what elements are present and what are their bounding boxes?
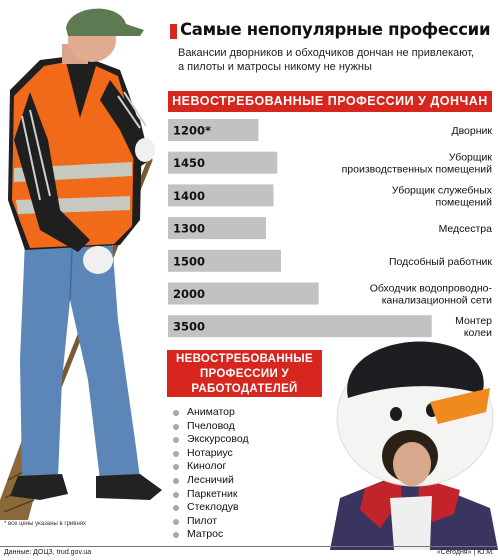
employers-title-line-3: РАБОТОДАТЕЛЕЙ: [191, 383, 298, 395]
category-label: Обходчик водопроводно-: [369, 282, 492, 295]
employer-profession-label: Нотариус: [187, 446, 233, 459]
footer-divider: [0, 546, 498, 547]
employers-title-line-2: ПРОФЕССИИ У: [199, 368, 289, 380]
page-subtitle: [178, 46, 478, 74]
price-footnote: * все цены указаны в гривнях: [4, 521, 87, 527]
cap: [66, 9, 144, 36]
category-label: колеи: [463, 327, 492, 340]
category-label: Дворник: [451, 125, 492, 137]
employer-profession-item: [173, 488, 249, 502]
bullet-icon: [173, 478, 179, 484]
category-label: производственных помещений: [341, 163, 492, 176]
chart-title: НЕВОСТРЕБОВАННЫЕ ПРОФЕССИИ У ДОНЧАН: [168, 91, 492, 112]
bullet-icon: [173, 451, 179, 457]
bar-value-label: 3500: [173, 319, 206, 334]
source-credit: Данные: ДОЦЗ, trud.gov.ua: [4, 549, 92, 556]
bullet-icon: [173, 437, 179, 443]
bar-value-label: 1300: [173, 221, 206, 236]
bar-value-label: 2000: [173, 287, 206, 301]
employers-list: [173, 406, 249, 542]
category-label: Уборщик: [448, 151, 492, 164]
employer-profession-item: [173, 447, 249, 461]
janitor-photo: [0, 0, 175, 520]
category-label: Медсестра: [438, 223, 492, 236]
employer-profession-item: [173, 433, 249, 447]
category-label: помещений: [435, 196, 492, 209]
subtitle-line-1: Вакансии дворников и обходчиков дончан не привлекают,: [178, 47, 475, 59]
mascot-photo: [320, 338, 498, 550]
employer-profession-label: Паркетник: [187, 487, 238, 500]
jeans: [20, 240, 140, 480]
employers-title-line-1: НЕВОСТРЕБОВАННЫЕ: [176, 353, 313, 365]
employer-profession-label: Стеклодув: [187, 501, 239, 514]
employer-profession-item: [173, 474, 249, 488]
person-face: [393, 442, 431, 486]
page-title: Самые непопулярные профессии: [180, 20, 491, 39]
employer-profession-label: Лесничий: [187, 473, 234, 486]
right-glove: [135, 138, 155, 162]
employer-profession-label: Пилот: [187, 514, 218, 527]
bar-value-label: 1400: [173, 188, 206, 203]
bullet-icon: [173, 532, 179, 538]
employers-title: [167, 350, 322, 397]
left-shoe: [10, 474, 68, 500]
bullet-icon: [173, 424, 179, 430]
bullet-icon: [173, 464, 179, 470]
bar: [168, 315, 432, 337]
employer-profession-item: [173, 528, 249, 542]
employer-profession-label: Кинолог: [187, 460, 227, 473]
category-label: Подсобный работник: [388, 255, 492, 268]
left-glove: [83, 246, 113, 274]
author-credit: «Сегодня» | Ю.М.: [436, 549, 494, 556]
bar-value-label: 1450: [173, 156, 206, 171]
bar-chart: [165, 114, 498, 344]
category-label: Уборщик служебных: [391, 184, 492, 197]
bullet-icon: [173, 505, 179, 511]
employer-profession-label: Пчеловод: [187, 419, 235, 432]
employer-profession-item: [173, 406, 249, 420]
bar-value-label: 1500: [173, 254, 206, 269]
bullet-icon: [173, 492, 179, 498]
employer-profession-item: [173, 515, 249, 529]
employer-profession-item: [173, 460, 249, 474]
employer-profession-label: Матрос: [187, 528, 224, 541]
header-accent-mark: [170, 24, 177, 39]
subtitle-line-2: а пилоты и матросы никому не нужны: [178, 61, 372, 73]
category-label: Монтер: [455, 315, 492, 328]
employer-profession-label: Аниматор: [187, 406, 235, 418]
category-label: канализационной сети: [381, 294, 492, 307]
employer-profession-item: [173, 420, 249, 434]
mascot-eye-left: [390, 407, 402, 421]
bar-value-label: 1200*: [173, 123, 212, 138]
right-shoe: [96, 474, 162, 500]
bullet-icon: [173, 519, 179, 525]
bullet-icon: [173, 410, 179, 416]
employer-profession-label: Экскурсовод: [187, 433, 249, 446]
employer-profession-item: [173, 501, 249, 515]
